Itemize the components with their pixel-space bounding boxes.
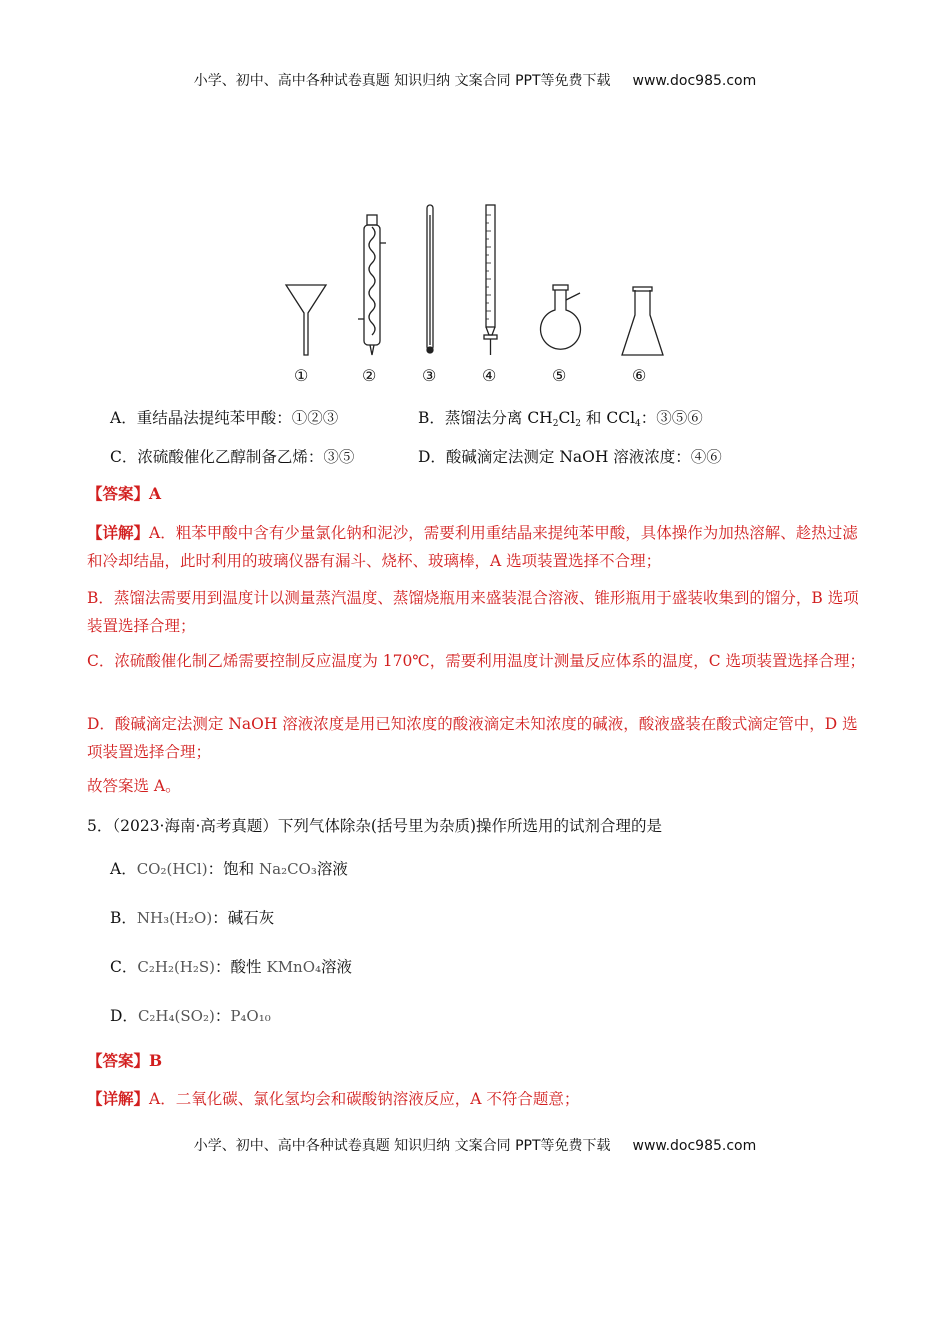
q5-option-c-text1: ：酸性 (215, 958, 267, 976)
q4-explanation-a-text: A．粗苯甲酸中含有少量氯化钠和泥沙，需要利用重结晶来提纯苯甲酸，具体操作为加热溶解、趁热过滤和冷却结晶，此时利用的玻璃仪器有漏斗、烧杯、玻璃棒，A 选项装置选择不合理； (87, 524, 858, 570)
q5-explanation-a (87, 1088, 579, 1110)
header-text: 小学、初中、高中各种试卷真题 知识归纳 文案合同 PPT等免费下载 (193, 73, 611, 89)
q5-option-c-reagent: KMnO₄ (266, 958, 322, 976)
label-2: ② (362, 366, 377, 385)
q5-option-c-text2: 溶液 (321, 958, 353, 976)
q4-answer-label: 【答案】 (87, 484, 150, 503)
q4-explanation-d: D．酸碱滴定法测定 NaOH 溶液浓度是用已知浓度的酸液滴定未知浓度的碱液，酸液盛装在酸式滴定管中，D 选项装置选择合理； (87, 715, 858, 761)
q5-option-b-label: B． (110, 909, 137, 927)
q4-option-b-sub1: 2 (552, 419, 559, 429)
q4-conclusion: 故答案选 A。 (87, 777, 181, 795)
q5-answer (87, 1050, 162, 1072)
q5-detail-label: 【详解】 (87, 1089, 150, 1108)
q4-option-b-pre: B．蒸馏法分离 CH (418, 409, 553, 427)
funnel-icon (286, 285, 326, 355)
q4-option-c: C．浓硫酸催化乙醇制备乙烯：③⑤ (110, 448, 355, 466)
q5-option-b-text1: ：碱石灰 (212, 909, 275, 927)
footer-text: 小学、初中、高中各种试卷真题 知识归纳 文案合同 PPT等免费下载 (193, 1138, 611, 1154)
q4-option-b-sub2: 2 (575, 419, 581, 429)
page-header (0, 70, 950, 90)
q4-option-b (418, 407, 703, 435)
q5-option-d (110, 1004, 271, 1028)
footer-site: www.doc985.com (632, 1138, 757, 1154)
q5-option-a-reagent: Na₂CO₃ (259, 860, 317, 878)
label-1: ① (294, 366, 309, 385)
q5-answer-value: B (149, 1051, 163, 1070)
q5-option-b (110, 906, 274, 930)
thermometer-icon (427, 205, 433, 353)
q4-explanation-b: B．蒸馏法需要用到温度计以测量蒸汽温度、蒸馏烧瓶用来盛装混合溶液、锥形瓶用于盛装收集到的馏分，B 选项装置选择合理； (87, 589, 859, 635)
q4-answer (87, 483, 161, 505)
q5-option-c (110, 955, 352, 979)
q5-option-a-text2: 溶液 (316, 860, 348, 878)
q5-option-b-formula: NH₃(H₂O) (136, 909, 213, 927)
header-site: www.doc985.com (632, 73, 757, 89)
q4-explanation-a (87, 519, 867, 575)
q5-option-d-text1: ： (214, 1007, 231, 1025)
q5-option-c-label: C． (110, 958, 138, 976)
label-6: ⑥ (632, 366, 647, 385)
q5-answer-label: 【答案】 (87, 1051, 150, 1070)
q4-option-b-mid2: 和 CCl (581, 409, 636, 427)
label-3: ③ (422, 366, 437, 385)
q5-option-d-reagent: P₄O₁₀ (230, 1007, 271, 1025)
page-footer (0, 1135, 950, 1155)
q5-option-a-label: A． (110, 860, 137, 878)
apparatus-figure (270, 195, 680, 395)
conical-flask-icon (622, 287, 663, 355)
q4-explanation-c: C．浓硫酸催化制乙烯需要控制反应温度为 170℃，需要利用温度计测量反应体系的温度，C 选项装置选择合理； (87, 652, 866, 670)
burette-icon (484, 205, 497, 355)
figure-labels (270, 366, 680, 388)
q5-option-d-label: D． (110, 1007, 138, 1025)
q5-explanation-a-text: A．二氧化碳、氯化氢均会和碳酸钠溶液反应，A 不符合题意； (149, 1090, 580, 1108)
q4-option-b-sub3: 4 (635, 419, 641, 429)
q5-option-a (110, 857, 348, 881)
q4-detail-label: 【详解】 (87, 523, 150, 542)
condenser-icon (358, 215, 386, 355)
distilling-flask-icon (541, 285, 581, 349)
q4-option-b-post: ：③⑤⑥ (640, 409, 703, 427)
q5-option-d-formula: C₂H₄(SO₂) (137, 1007, 215, 1025)
q5-option-a-formula: CO₂(HCl) (136, 860, 208, 878)
q4-option-a: A．重结晶法提纯苯甲酸：①②③ (110, 409, 339, 427)
label-5: ⑤ (552, 366, 567, 385)
q5-option-c-formula: C₂H₂(H₂S) (137, 958, 216, 976)
q4-answer-value: A (149, 484, 162, 503)
label-4: ④ (482, 366, 497, 385)
q4-option-d: D．酸碱滴定法测定 NaOH 溶液浓度：④⑥ (418, 448, 722, 466)
q5-option-a-text1: ：饱和 (207, 860, 259, 878)
q4-option-b-mid: Cl (558, 409, 576, 427)
q5-stem: 5．（2023·海南·高考真题）下列气体除杂(括号里为杂质)操作所选用的试剂合理的是 (87, 817, 663, 835)
